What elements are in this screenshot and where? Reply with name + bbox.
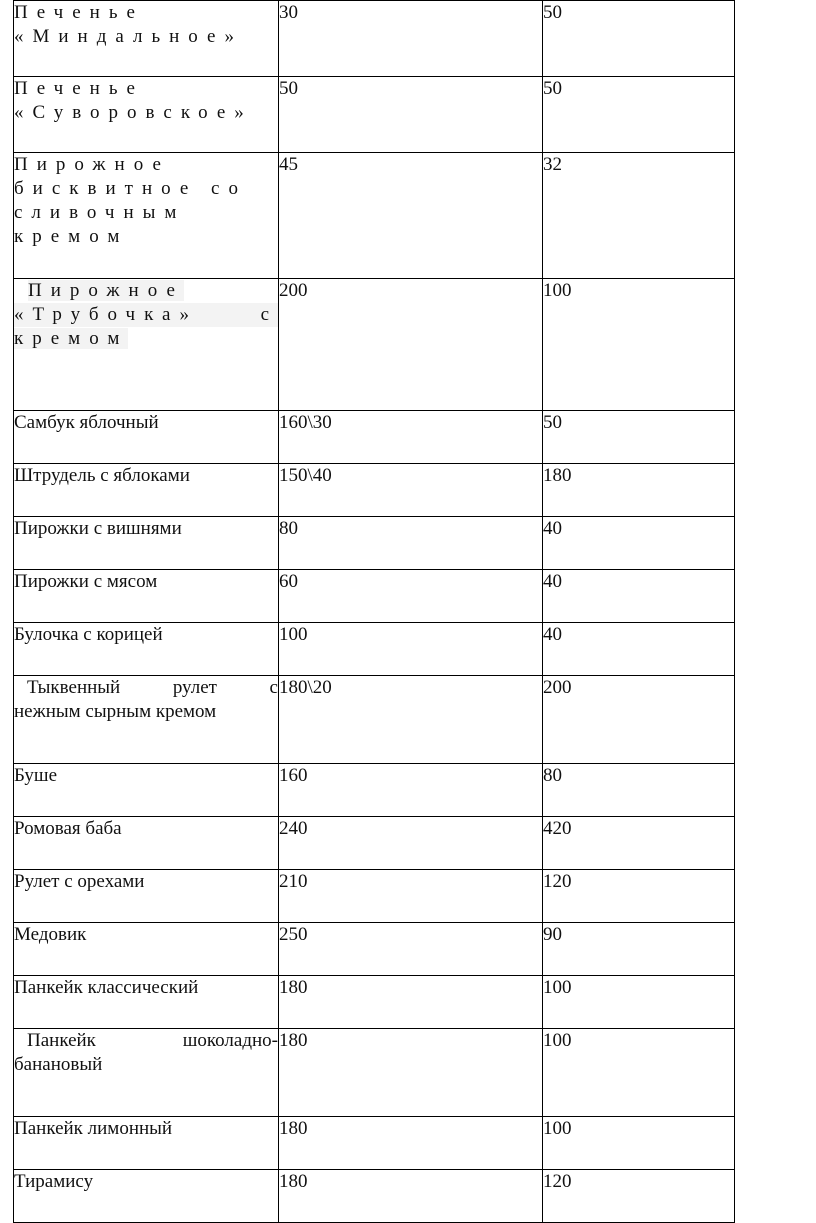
value-cell: 50 [543, 1, 735, 77]
value-cell: 420 [543, 817, 735, 870]
value-cell: 150\40 [279, 464, 543, 517]
table-row [14, 570, 735, 623]
value-cell: 80 [279, 517, 543, 570]
value-cell: 180 [279, 1117, 543, 1170]
table-row [14, 411, 735, 464]
item-name-cell: Пирожное бисквитное со сливочным кремом [14, 153, 279, 279]
item-name-cell: Печенье «Миндальное» [14, 1, 279, 77]
value-cell: 180 [279, 976, 543, 1029]
value-cell: 30 [279, 1, 543, 77]
table-row [14, 464, 735, 517]
value-cell: 200 [543, 676, 735, 764]
table-row [14, 976, 735, 1029]
item-name-cell: Панкейк классический [14, 976, 279, 1029]
table-row [14, 279, 735, 411]
value-cell: 180\20 [279, 676, 543, 764]
value-cell: 120 [543, 1170, 735, 1223]
value-cell: 32 [543, 153, 735, 279]
item-name-cell: Пирожки с мясом [14, 570, 279, 623]
table-row [14, 764, 735, 817]
item-name-cell: Пирожное «Трубочка» с кремом [14, 279, 279, 411]
value-cell: 100 [543, 1117, 735, 1170]
value-cell: 180 [279, 1029, 543, 1117]
value-cell: 50 [543, 77, 735, 153]
table-row [14, 1117, 735, 1170]
table-row [14, 676, 735, 764]
table-row [14, 517, 735, 570]
value-cell: 40 [543, 623, 735, 676]
menu-table [13, 0, 735, 1223]
item-name-cell: Медовик [14, 923, 279, 976]
item-name-cell: Штрудель с яблоками [14, 464, 279, 517]
value-cell: 50 [543, 411, 735, 464]
table-row [14, 817, 735, 870]
value-cell: 120 [543, 870, 735, 923]
table-row [14, 153, 735, 279]
item-name-cell: Тыквенный рулет с нежным сырным кремом [14, 676, 279, 764]
item-name-cell: Панкейк лимонный [14, 1117, 279, 1170]
value-cell: 100 [543, 1029, 735, 1117]
value-cell: 160 [279, 764, 543, 817]
value-cell: 180 [543, 464, 735, 517]
item-name-cell: Ромовая баба [14, 817, 279, 870]
value-cell: 250 [279, 923, 543, 976]
value-cell: 160\30 [279, 411, 543, 464]
value-cell: 240 [279, 817, 543, 870]
value-cell: 40 [543, 570, 735, 623]
value-cell: 100 [279, 623, 543, 676]
table-row [14, 77, 735, 153]
value-cell: 40 [543, 517, 735, 570]
value-cell: 50 [279, 77, 543, 153]
item-name-cell: Тирамису [14, 1170, 279, 1223]
value-cell: 60 [279, 570, 543, 623]
value-cell: 80 [543, 764, 735, 817]
item-name-cell: Самбук яблочный [14, 411, 279, 464]
item-name-cell: Буше [14, 764, 279, 817]
value-cell: 100 [543, 976, 735, 1029]
item-name-cell: Пирожки с вишнями [14, 517, 279, 570]
value-cell: 100 [543, 279, 735, 411]
item-name-cell: Рулет с орехами [14, 870, 279, 923]
table-row [14, 1170, 735, 1223]
table-row [14, 923, 735, 976]
table-row [14, 1029, 735, 1117]
value-cell: 200 [279, 279, 543, 411]
table-row [14, 623, 735, 676]
item-name-cell: Печенье «Суворовское» [14, 77, 279, 153]
item-name-cell: Панкейк шоколадно- банановый [14, 1029, 279, 1117]
value-cell: 180 [279, 1170, 543, 1223]
item-name-cell: Булочка с корицей [14, 623, 279, 676]
value-cell: 45 [279, 153, 543, 279]
value-cell: 90 [543, 923, 735, 976]
table-row [14, 870, 735, 923]
table-row [14, 1, 735, 77]
value-cell: 210 [279, 870, 543, 923]
